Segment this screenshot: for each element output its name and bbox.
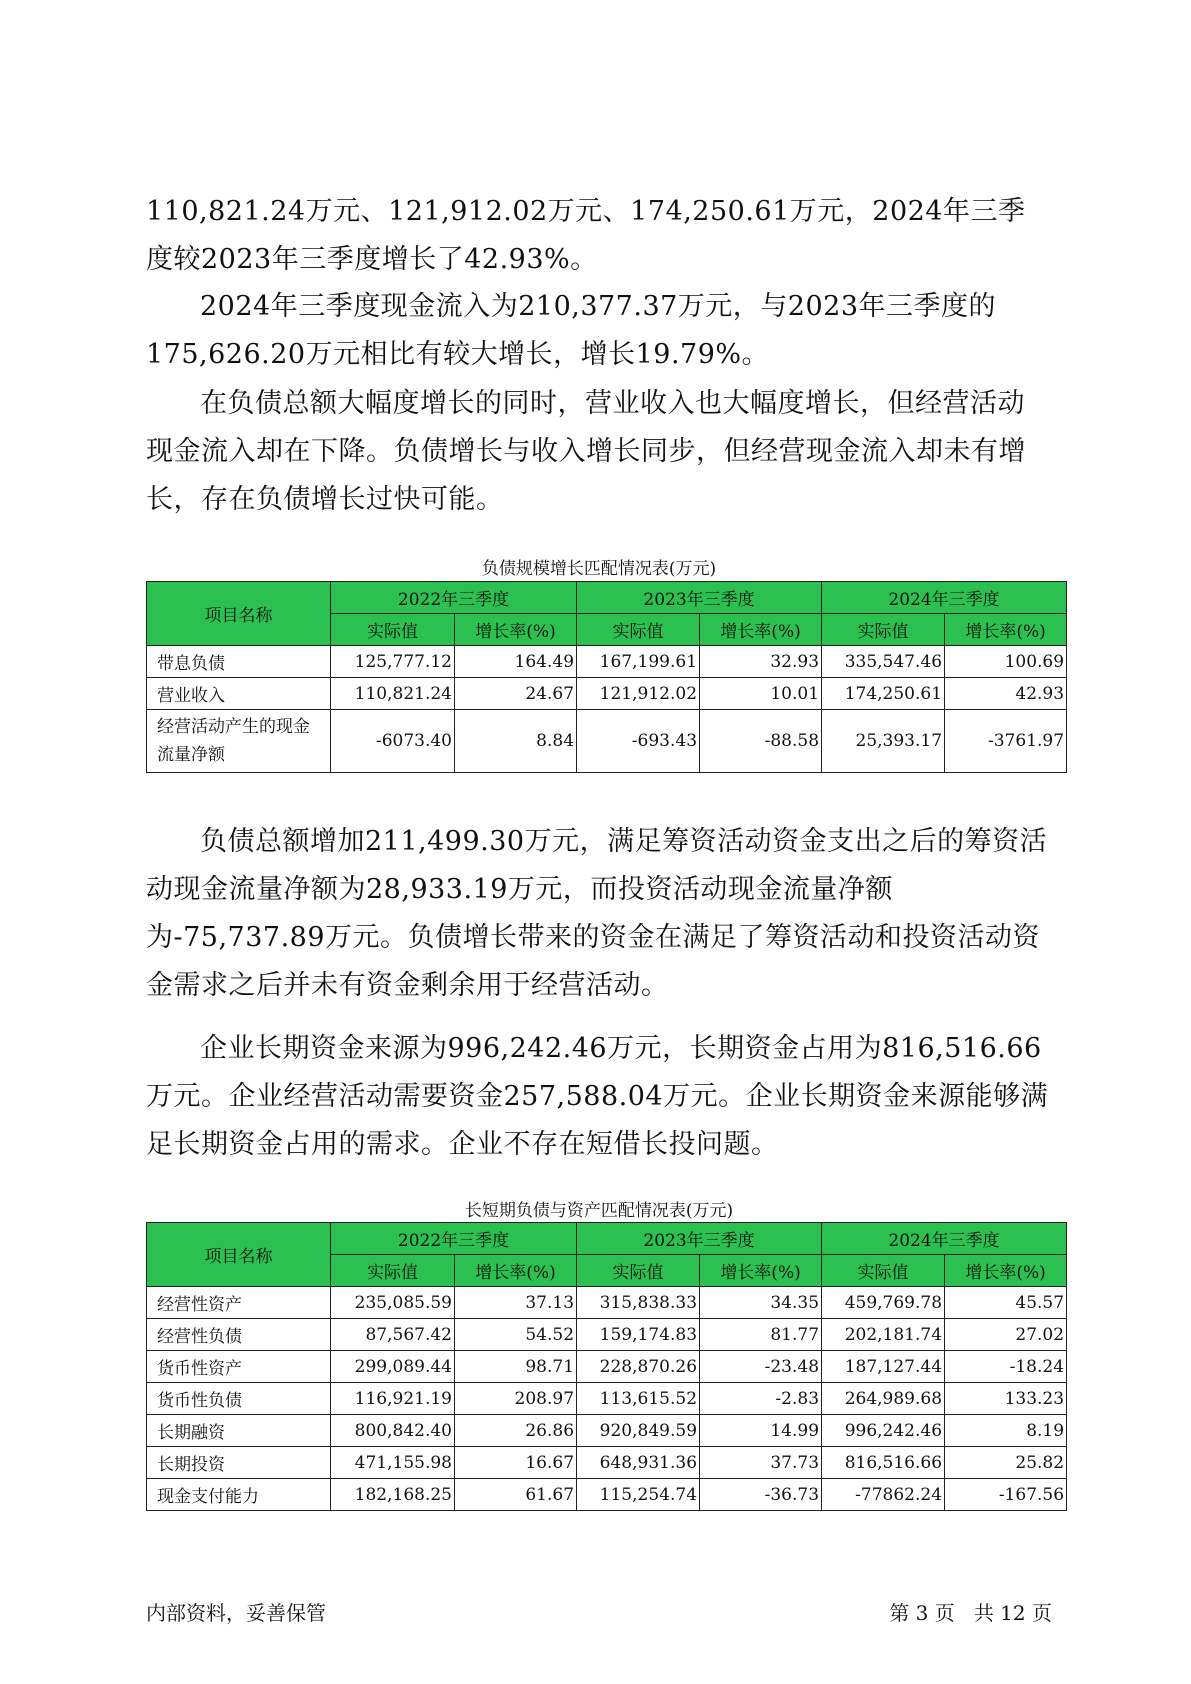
footer-page-number: 第 3 页 共 12 页	[889, 1601, 1052, 1625]
header-growth: 增长率(%)	[700, 614, 822, 646]
header-growth: 增长率(%)	[455, 1255, 577, 1287]
cell-value: 100.69	[945, 646, 1067, 678]
header-actual: 实际值	[822, 1255, 945, 1287]
cell-value: 471,155.98	[331, 1447, 455, 1479]
table-row	[147, 1351, 1067, 1383]
cell-value: 42.93	[945, 678, 1067, 710]
cell-value: 235,085.59	[331, 1287, 455, 1319]
cell-value: 648,931.36	[577, 1447, 700, 1479]
row-label: 经营活动产生的现金流量净额	[147, 710, 331, 773]
header-period: 2024年三季度	[822, 582, 1067, 614]
cell-value: -2.83	[700, 1383, 822, 1415]
header-growth: 增长率(%)	[700, 1255, 822, 1287]
row-label: 货币性资产	[147, 1351, 331, 1383]
cell-value: -88.58	[700, 710, 822, 773]
cell-value: 25.82	[945, 1447, 1067, 1479]
cell-value: -18.24	[945, 1351, 1067, 1383]
row-label: 带息负债	[147, 646, 331, 678]
cell-value: 8.19	[945, 1415, 1067, 1447]
header-actual: 实际值	[577, 1255, 700, 1287]
header-growth: 增长率(%)	[455, 614, 577, 646]
cell-value: 264,989.68	[822, 1383, 945, 1415]
cell-value: 110,821.24	[331, 678, 455, 710]
cell-value: 121,912.02	[577, 678, 700, 710]
cell-value: 800,842.40	[331, 1415, 455, 1447]
cell-value: 27.02	[945, 1319, 1067, 1351]
row-label: 经营性资产	[147, 1287, 331, 1319]
table-row	[147, 646, 1067, 678]
table-row	[147, 1415, 1067, 1447]
header-growth: 增长率(%)	[945, 614, 1067, 646]
header-growth: 增长率(%)	[945, 1255, 1067, 1287]
row-label: 现金支付能力	[147, 1479, 331, 1511]
paragraph-4: 负债总额增加211,499.30万元，满足筹资活动资金支出之后的筹资活动现金流量净额为28,933.19万元，而投资活动现金流量净额为-75,737.89万元。负债增长带来的资金在满足了筹资活动和投资活动资金需求之后并未有资金剩余用于经营活动。	[146, 826, 1048, 1001]
header-period: 2023年三季度	[577, 582, 822, 614]
cell-value: 208.97	[455, 1383, 577, 1415]
header-period: 2022年三季度	[331, 1223, 577, 1255]
cell-value: -693.43	[577, 710, 700, 773]
cell-value: 26.86	[455, 1415, 577, 1447]
cell-value: 299,089.44	[331, 1351, 455, 1383]
row-label: 长期投资	[147, 1447, 331, 1479]
header-actual: 实际值	[822, 614, 945, 646]
cell-value: 16.67	[455, 1447, 577, 1479]
cell-value: 81.77	[700, 1319, 822, 1351]
cell-value: 228,870.26	[577, 1351, 700, 1383]
row-label: 营业收入	[147, 678, 331, 710]
cell-value: 25,393.17	[822, 710, 945, 773]
cell-value: -3761.97	[945, 710, 1067, 773]
cell-value: 116,921.19	[331, 1383, 455, 1415]
cell-value: 34.35	[700, 1287, 822, 1319]
cell-value: 187,127.44	[822, 1351, 945, 1383]
cell-value: 98.71	[455, 1351, 577, 1383]
cell-value: 459,769.78	[822, 1287, 945, 1319]
cell-value: 45.57	[945, 1287, 1067, 1319]
cell-value: 113,615.52	[577, 1383, 700, 1415]
cell-value: 816,516.66	[822, 1447, 945, 1479]
cell-value: 164.49	[455, 646, 577, 678]
table-row	[147, 1447, 1067, 1479]
cell-value: 133.23	[945, 1383, 1067, 1415]
long-short-debt-asset-table	[146, 1222, 1067, 1511]
table2-caption: 长短期负债与资产匹配情况表(万元)	[464, 1201, 734, 1221]
cell-value: 920,849.59	[577, 1415, 700, 1447]
cell-value: -23.48	[700, 1351, 822, 1383]
table-row	[147, 1479, 1067, 1511]
cell-value: 174,250.61	[822, 678, 945, 710]
cell-value: -36.73	[700, 1479, 822, 1511]
table-row	[147, 1287, 1067, 1319]
cell-value: 10.01	[700, 678, 822, 710]
header-period: 2024年三季度	[822, 1223, 1067, 1255]
cell-value: 14.99	[700, 1415, 822, 1447]
cell-value: -6073.40	[331, 710, 455, 773]
row-label: 经营性负债	[147, 1319, 331, 1351]
cell-value: 125,777.12	[331, 646, 455, 678]
table1-caption: 负债规模增长匹配情况表(万元)	[481, 559, 717, 579]
cell-value: 37.73	[700, 1447, 822, 1479]
cell-value: 167,199.61	[577, 646, 700, 678]
header-item-name: 项目名称	[147, 582, 331, 646]
cell-value: -77862.24	[822, 1479, 945, 1511]
cell-value: 37.13	[455, 1287, 577, 1319]
debt-growth-table	[146, 581, 1067, 773]
header-item-name: 项目名称	[147, 1223, 331, 1287]
paragraph-3: 在负债总额大幅度增长的同时，营业收入也大幅度增长，但经营活动现金流入却在下降。负债增长与收入增长同步，但经营现金流入却未有增长，存在负债增长过快可能。	[146, 388, 1026, 515]
row-label: 货币性负债	[147, 1383, 331, 1415]
paragraph-2: 2024年三季度现金流入为210,377.37万元，与2023年三季度的175,626.20万元相比有较大增长，增长19.79%。	[146, 291, 997, 370]
cell-value: 8.84	[455, 710, 577, 773]
table-row	[147, 678, 1067, 710]
cell-value: 335,547.46	[822, 646, 945, 678]
header-period: 2023年三季度	[577, 1223, 822, 1255]
cell-value: -167.56	[945, 1479, 1067, 1511]
header-actual: 实际值	[331, 614, 455, 646]
paragraph-5: 企业长期资金来源为996,242.46万元，长期资金占用为816,516.66万元。企业经营活动需要资金257,588.04万元。企业长期资金来源能够满足长期资金占用的需求。企业不存在短借长投问题。	[146, 1033, 1049, 1160]
cell-value: 159,174.83	[577, 1319, 700, 1351]
cell-value: 61.67	[455, 1479, 577, 1511]
header-period: 2022年三季度	[331, 582, 577, 614]
cell-value: 182,168.25	[331, 1479, 455, 1511]
table-row	[147, 1383, 1067, 1415]
cell-value: 996,242.46	[822, 1415, 945, 1447]
table-row	[147, 710, 1067, 773]
cell-value: 24.67	[455, 678, 577, 710]
cell-value: 87,567.42	[331, 1319, 455, 1351]
row-label: 长期融资	[147, 1415, 331, 1447]
cell-value: 202,181.74	[822, 1319, 945, 1351]
table-row	[147, 1319, 1067, 1351]
paragraph-1: 110,821.24万元、121,912.02万元、174,250.61万元，2024年三季度较2023年三季度增长了42.93%。	[146, 196, 1026, 275]
footer-confidential-note: 内部资料，妥善保管	[146, 1601, 326, 1625]
header-actual: 实际值	[577, 614, 700, 646]
cell-value: 315,838.33	[577, 1287, 700, 1319]
cell-value: 32.93	[700, 646, 822, 678]
cell-value: 54.52	[455, 1319, 577, 1351]
cell-value: 115,254.74	[577, 1479, 700, 1511]
header-actual: 实际值	[331, 1255, 455, 1287]
